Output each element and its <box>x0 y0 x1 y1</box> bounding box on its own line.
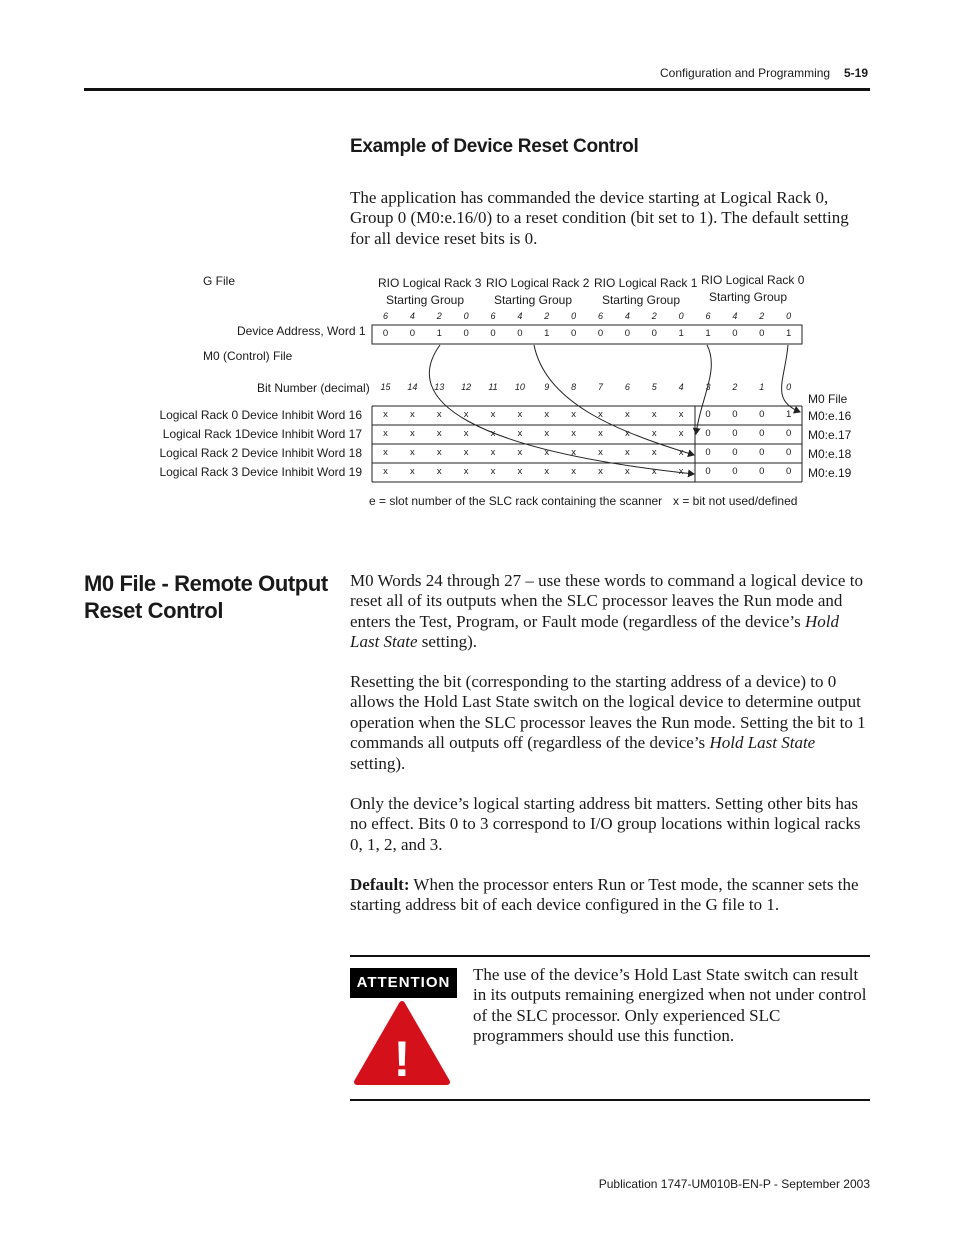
inhibit-bit-cell: x <box>410 466 415 477</box>
inhibit-bit-cell: 0 <box>732 409 738 420</box>
bit-number: 15 <box>380 382 391 392</box>
running-header-section: Configuration and Programming <box>660 66 831 80</box>
inhibit-bit-cell: x <box>625 466 630 477</box>
m0-paragraph-default: Default: When the processor enters Run or Test mode, the scanner sets the starting address bit of each device configured in the G file to 1. <box>350 875 859 915</box>
m0-paragraph-1: M0 Words 24 through 27 – use these words to command a logical device to reset all of its outputs when the SLC processor leaves the Run mode and enters the Test, Program, or Fault mode (regardless of the device’s Hold Last State setting). <box>350 571 863 652</box>
bit-number: 12 <box>461 382 472 392</box>
inhibit-bit-cell: x <box>544 447 550 458</box>
g-file-bit: 0 <box>490 328 496 339</box>
g-file-bit: 0 <box>409 328 416 339</box>
bit-number: 3 <box>705 382 711 392</box>
m0-word-address: M0:e.19 <box>808 466 852 480</box>
g-file-bit: 0 <box>517 328 523 339</box>
m0-file-label: M0 File <box>808 392 848 406</box>
publication-footer: Publication 1747-UM010B-EN-P - September 2003 <box>598 1177 870 1191</box>
g-file-bit: 1 <box>544 328 550 339</box>
inhibit-bit-cell: 0 <box>759 409 765 420</box>
rack-1-title: RIO Logical Rack 1 Starting Group <box>594 276 698 307</box>
inhibit-bit-cell: x <box>463 466 469 477</box>
bit-number: 4 <box>678 382 684 392</box>
m0-word-address: M0:e.16 <box>808 409 852 423</box>
g-file-bit: 0 <box>651 328 657 339</box>
inhibit-bit-cell: 0 <box>785 428 792 439</box>
inhibit-bit-cell: 0 <box>732 447 738 458</box>
group-bit-label: 2 <box>759 311 765 321</box>
rack-3-title: RIO Logical Rack 3 Starting Group <box>378 276 482 307</box>
bit-number: 11 <box>488 382 498 392</box>
inhibit-bit-cell: x <box>517 466 523 477</box>
inhibit-bit-cell: x <box>490 428 496 439</box>
inhibit-bit-cell: x <box>598 447 603 458</box>
attention-badge: ATTENTION <box>350 968 457 998</box>
inhibit-bit-cell: x <box>463 409 469 420</box>
bit-number: 2 <box>732 382 738 392</box>
group-bit-label: 2 <box>544 311 550 321</box>
attention-text: The use of the device’s Hold Last State switch can result in its outputs remaining energized when not under control of the SLC processor. Only experienced SLC programmers should use this function. <box>473 965 867 1046</box>
group-bit-label: 4 <box>732 311 738 321</box>
inhibit-bit-cell: x <box>463 428 469 439</box>
bit-number: 10 <box>514 382 525 392</box>
group-bit-label: 0 <box>571 311 577 321</box>
inhibit-bit-cell: x <box>544 409 550 420</box>
inhibit-bit-cell: x <box>571 466 576 477</box>
inhibit-bit-cell: x <box>383 409 388 420</box>
group-bit-label: 4 <box>517 311 523 321</box>
bit-number: 1 <box>759 382 765 392</box>
inhibit-bit-cell: x <box>571 428 576 439</box>
attention-bottom-rule <box>350 1099 870 1101</box>
inhibit-bit-cell: x <box>571 409 576 420</box>
inhibit-bit-cell: x <box>383 428 388 439</box>
inhibit-bit-cell: x <box>678 428 684 439</box>
bit-number-label: Bit Number (decimal) <box>257 381 370 395</box>
inhibit-bit-cell: x <box>651 409 657 420</box>
inhibit-bit-cell: 0 <box>705 466 711 477</box>
inhibit-bit-cell: x <box>410 428 415 439</box>
inhibit-bit-cell: x <box>490 466 496 477</box>
inhibit-bit-cell: x <box>571 447 576 458</box>
g-file-bit: 0 <box>597 328 604 339</box>
example-title: Example of Device Reset Control <box>350 136 639 157</box>
inhibit-bit-cell: x <box>625 428 630 439</box>
m0-section-title: M0 File - Remote Output Reset Control <box>84 571 328 623</box>
g-file-bit: 0 <box>624 328 631 339</box>
bit-number: 6 <box>624 382 630 392</box>
inhibit-bit-cell: x <box>436 428 442 439</box>
note-x: x = bit not used/defined <box>673 494 798 508</box>
m0-paragraph-2: Resetting the bit (corresponding to the starting address of a device) to 0 allows the Hold Last State switch on the logical device to determine output operation when the SLC processor leaves the Run mode. Setting the bit to 1 commands all outputs off (regardless of the device’s Hold Last State setting). <box>350 672 866 773</box>
inhibit-bit-cell: x <box>517 428 523 439</box>
inhibit-bit-cell: 0 <box>759 447 765 458</box>
g-file-bit: 1 <box>785 328 792 339</box>
inhibit-bit-cell: x <box>463 447 469 458</box>
m0-word-address: M0:e.17 <box>808 428 852 442</box>
inhibit-word-label: Logical Rack 2 Device Inhibit Word 18 <box>159 446 362 460</box>
inhibit-bit-cell: x <box>436 409 442 420</box>
inhibit-bit-cell: 0 <box>732 428 738 439</box>
inhibit-bit-cell: x <box>625 409 630 420</box>
inhibit-bit-cell: 0 <box>785 466 792 477</box>
g-file-bit: 0 <box>732 328 738 339</box>
g-file-bit: 1 <box>678 328 684 339</box>
inhibit-bit-cell: 0 <box>785 447 792 458</box>
inhibit-bit-cell: x <box>678 409 684 420</box>
inhibit-bit-cell: x <box>598 466 603 477</box>
group-bit-label: 0 <box>463 311 469 321</box>
m0-control-label: M0 (Control) File <box>203 349 293 363</box>
inhibit-bit-cell: x <box>383 466 388 477</box>
device-address-label: Device Address, Word 1 <box>237 324 366 338</box>
inhibit-bit-cell: x <box>490 447 496 458</box>
inhibit-bit-cell: 0 <box>705 428 711 439</box>
g-file-bit: 0 <box>382 328 389 339</box>
group-bit-label: 2 <box>651 311 657 321</box>
g-file-bit: 0 <box>463 328 469 339</box>
inhibit-bit-cell: x <box>490 409 496 420</box>
inhibit-bit-cell: x <box>678 447 684 458</box>
m0-paragraph-3: Only the device’s logical starting address bit matters. Setting other bits has no effect. Bits 0 to 3 correspond to I/O group locations within logical racks 0, 1, 2, and 3. <box>350 794 861 854</box>
inhibit-bit-cell: x <box>651 447 657 458</box>
inhibit-word-label: Logical Rack 1Device Inhibit Word 17 <box>162 427 362 441</box>
inhibit-bit-cell: x <box>517 447 523 458</box>
bit-number: 9 <box>544 382 550 392</box>
g-file-bit: 1 <box>436 328 442 339</box>
inhibit-word-label: Logical Rack 3 Device Inhibit Word 19 <box>159 465 362 479</box>
group-bit-label: 0 <box>786 311 792 321</box>
group-bit-label: 4 <box>624 311 630 321</box>
group-bit-label: 6 <box>490 311 496 321</box>
bit-number: 8 <box>571 382 577 392</box>
inhibit-bit-cell: x <box>651 428 657 439</box>
bit-number: 13 <box>434 382 445 392</box>
inhibit-bit-cell: x <box>625 447 630 458</box>
g-file-label: G File <box>203 274 236 288</box>
inhibit-bit-cell: x <box>436 447 442 458</box>
note-e: e = slot number of the SLC rack containing the scanner <box>369 494 663 508</box>
page-number: 5-19 <box>844 66 869 80</box>
rack-0-title: RIO Logical Rack 0 Starting Group <box>701 273 805 304</box>
group-bit-label: 0 <box>678 311 684 321</box>
bit-number: 7 <box>597 382 603 392</box>
inhibit-bit-cell: x <box>678 466 684 477</box>
inhibit-bit-cell: 1 <box>785 409 792 420</box>
intro-paragraph: The application has commanded the device starting at Logical Rack 0, Group 0 (M0:e.16/0) to a reset condition (bit set to 1). The default setting for all device reset bits is 0. <box>350 188 849 248</box>
m0-word-address: M0:e.18 <box>808 447 852 461</box>
inhibit-bit-cell: 0 <box>759 428 765 439</box>
bit-number: 5 <box>651 382 657 392</box>
inhibit-bit-cell: x <box>436 466 442 477</box>
inhibit-bit-cell: x <box>598 409 603 420</box>
inhibit-bit-cell: 0 <box>705 447 711 458</box>
inhibit-bit-cell: x <box>544 428 550 439</box>
g-file-bit: 0 <box>759 328 765 339</box>
inhibit-bit-cell: 0 <box>705 409 711 420</box>
g-file-bit: 1 <box>705 328 711 339</box>
bit-number: 14 <box>407 382 418 392</box>
group-bit-label: 2 <box>436 311 442 321</box>
inhibit-bit-cell: x <box>598 428 603 439</box>
inhibit-bit-cell: x <box>517 409 523 420</box>
inhibit-bit-cell: 0 <box>732 466 738 477</box>
exclamation-mark-icon: ! <box>393 1031 411 1087</box>
group-bit-label: 6 <box>705 311 711 321</box>
group-bit-label: 6 <box>597 311 603 321</box>
inhibit-bit-cell: x <box>651 466 657 477</box>
group-bit-label: 4 <box>409 311 415 321</box>
inhibit-bit-cell: x <box>410 447 415 458</box>
group-bit-label: 6 <box>382 311 388 321</box>
inhibit-bit-cell: x <box>544 466 550 477</box>
inhibit-bit-cell: x <box>383 447 388 458</box>
g-file-bit: 0 <box>570 328 577 339</box>
rack-2-title: RIO Logical Rack 2 Starting Group <box>486 276 590 307</box>
inhibit-word-label: Logical Rack 0 Device Inhibit Word 16 <box>159 408 362 422</box>
inhibit-bit-cell: x <box>410 409 415 420</box>
bit-number: 0 <box>786 382 792 392</box>
inhibit-bit-cell: 0 <box>759 466 765 477</box>
